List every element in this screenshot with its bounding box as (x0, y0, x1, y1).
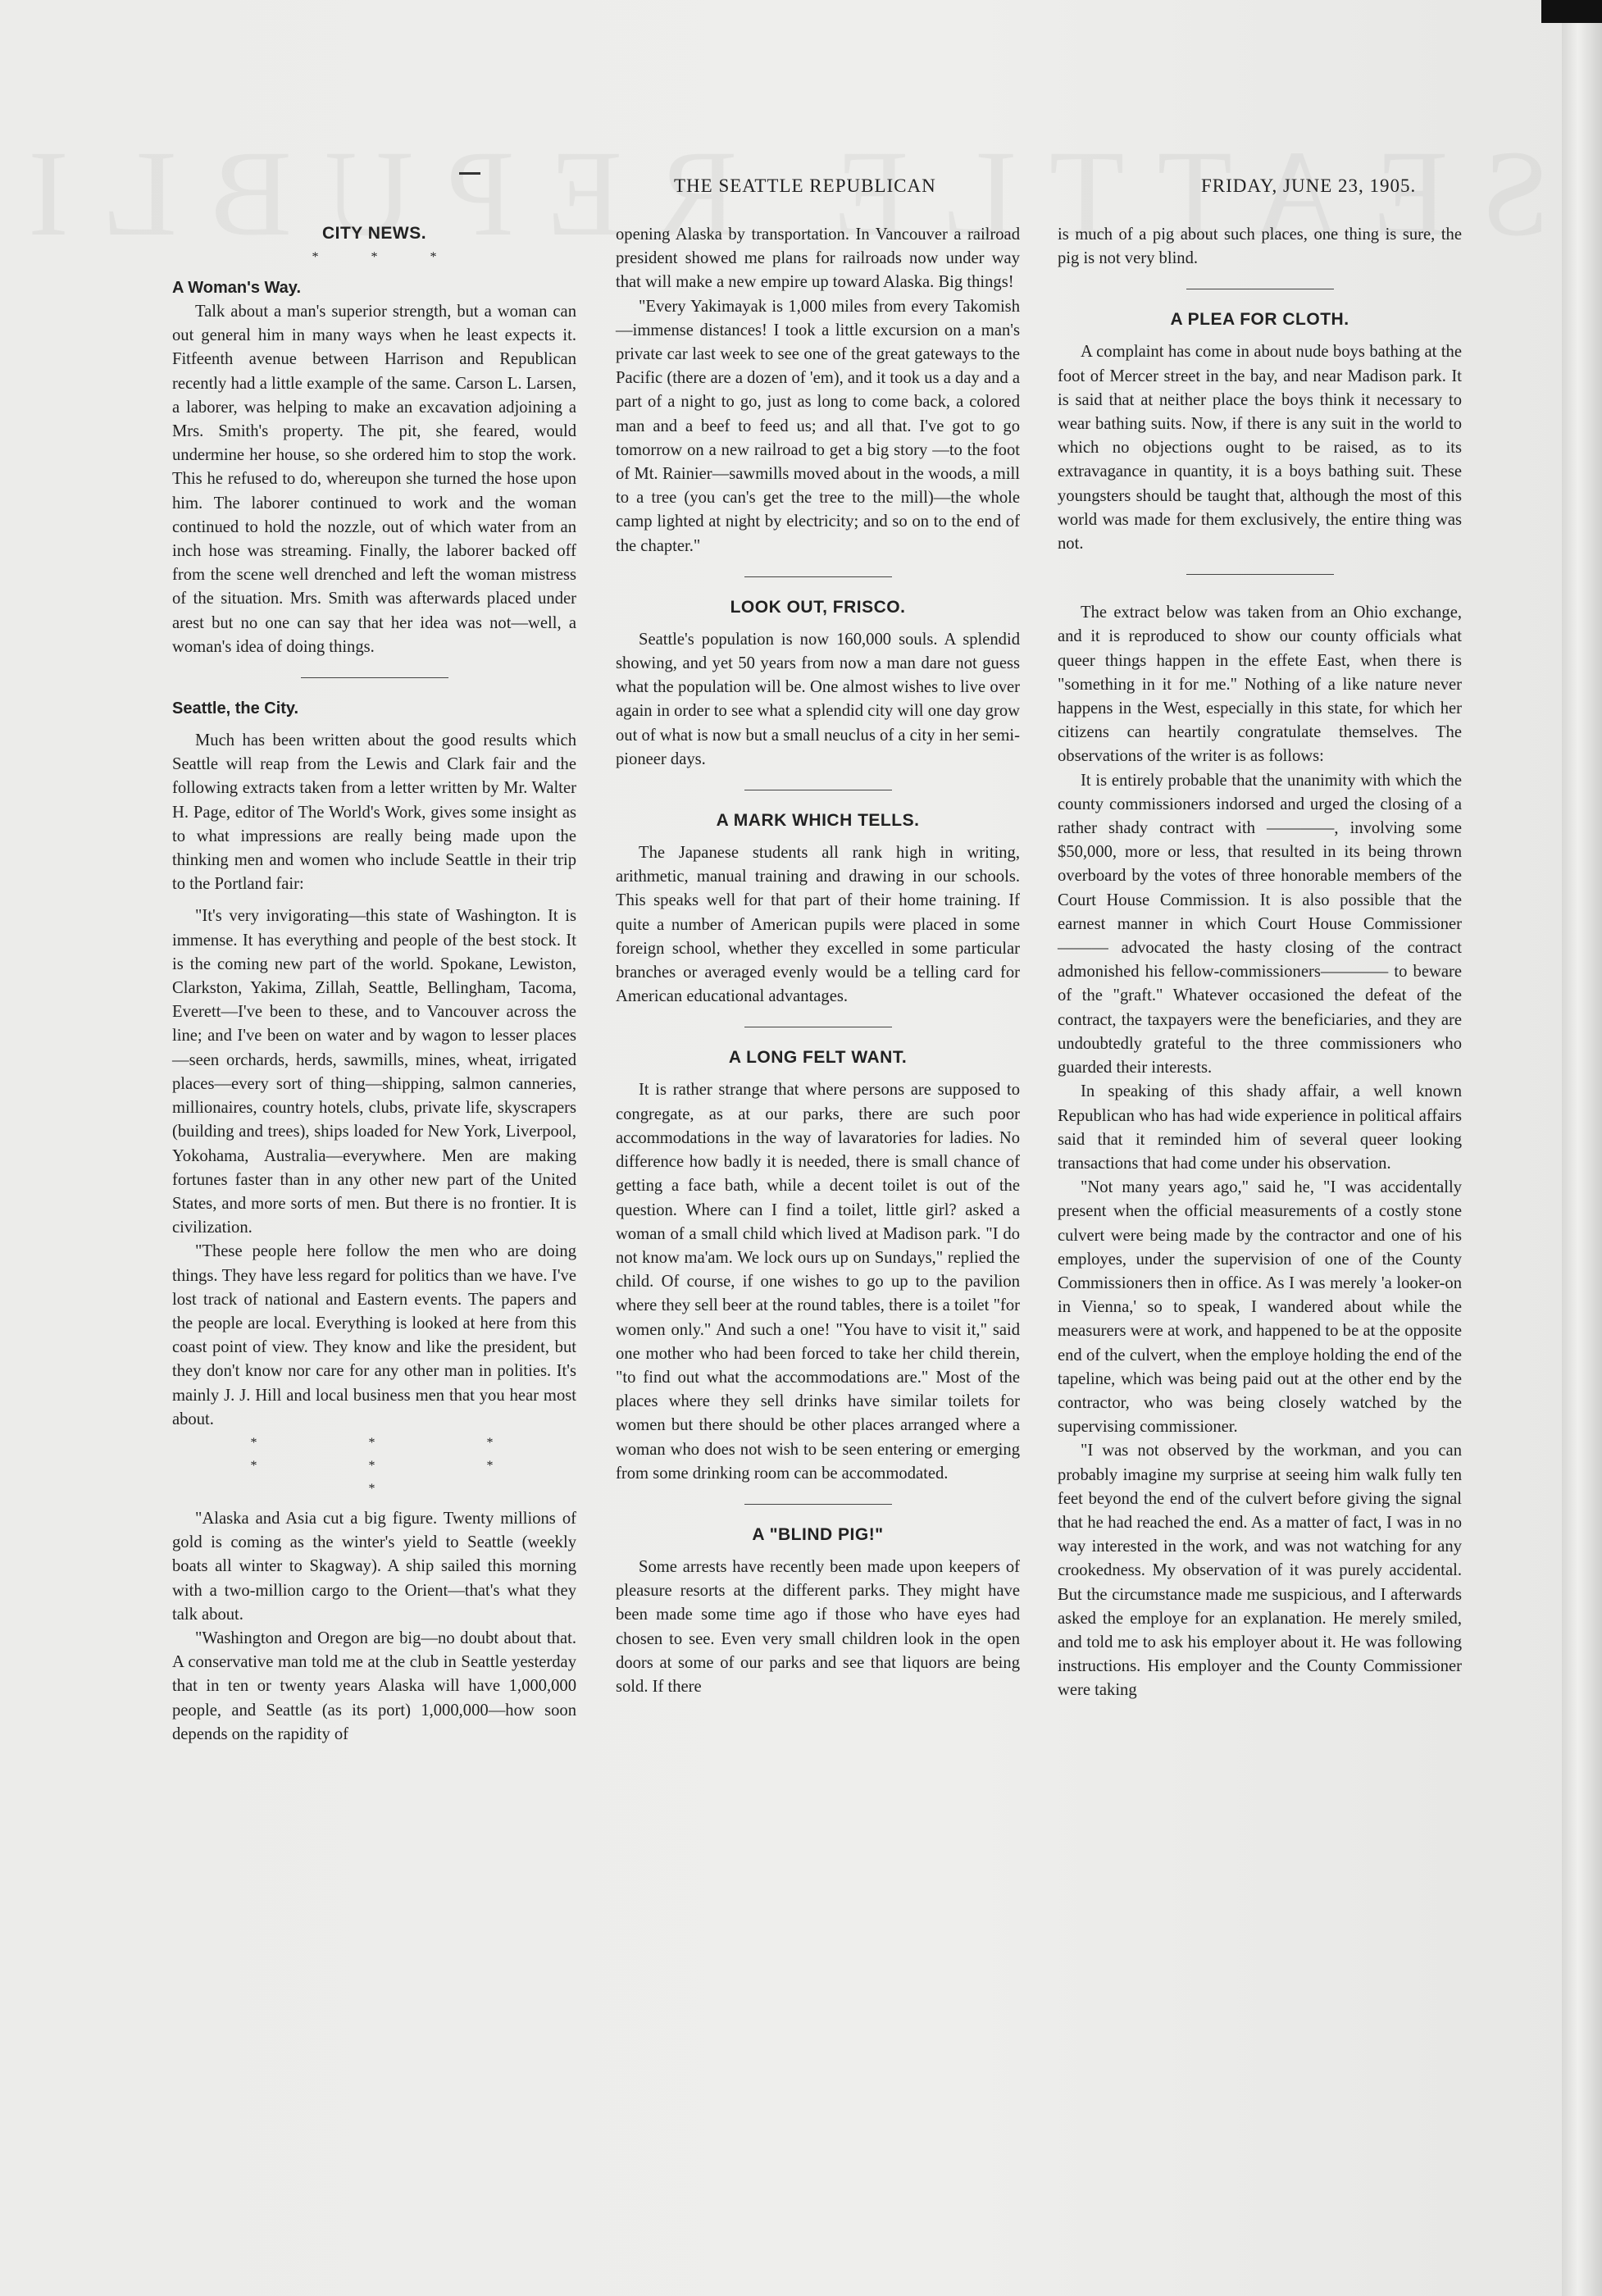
column-3 (1058, 223, 1462, 1703)
article-paragraph: opening Alaska by transportation. In Vancouver a railroad president showed me plans for railroads now under way that will make a new empire up toward Alaska. Big things! (616, 226, 1020, 292)
article-body-want: It is rather strange that where persons are supposed to congregate, as at our parks, there are such poor accommodations in the way of lavaratories for ladies. No difference how badly it is needed, there is small chance of getting a face bath, while a decent toilet is out of the question. Where can I find a toilet, little girl? asked a woman of a small child which lived at Madison park. "I do not know ma'am. We lock ours up on Sundays," replied the child. Of course, if one wishes to go up to the pavilion where they sell beer at the round tables, there is a toilet "for women only." And such a one! "You have to visit it," said one mother who had been forced to take her child therein, "to find out what the accommodations are." Most of the places where they sell drinks have similar toilets for women but there should be other places arranged where a woman who does not wish to be seen entering or emerging from some drinking room can be accommodated. (616, 1081, 1020, 1483)
header-dash (459, 172, 480, 175)
article-paragraph: "Washington and Oregon are big—no doubt about that. A conservative man told me at the club in Seattle yesterday that in ten or twenty years Alaska will have 1,000,000 people, and Seattle (as its port) 1,000,000—how soon depends on the rapidity of (172, 1629, 576, 1743)
article-heading-seattle-city: Seattle, the City. (172, 699, 299, 718)
article-paragraph: The extract below was taken from an Ohio exchange, and it is reproduced to show our county officials what queer things happen in the effete East, when there is "something in it for me." Nothing of a like nature never happens in the West, especially in this state, for which her citizens can heartily congratulate themselves. The observations of the writer is as follows: (1058, 604, 1462, 766)
page-edge (1562, 0, 1602, 2296)
article-heading-look-out-frisco: LOOK OUT, FRISCO. (730, 597, 906, 617)
divider (1186, 574, 1334, 575)
article-body-frisco: Seattle's population is now 160,000 souls. A splendid showing, and yet 50 years from now a man dare not guess what the population will be. One almost wishes to live over again in order to see what a splendid city will one day grow out of what is now but a small neuclus of a city in her semi-pioneer days. (616, 630, 1021, 768)
article-body-womans-way: Talk about a man's superior strength, but a woman can out general him in many ways when he least expects it. Fitfeenth avenue between Harrison and Republican recently had a little example of the same. Carson L. Larsen, a laborer, was helping to make an excavation adjoining a Mrs. Smith's property. The pit, she feared, would undermine her house, so she ordered him to stop the work. This he refused to do, whereupon she turned the hose upon him. The laborer continued to work and the woman continued to hold the nozzle, out of which water from an inch hose was streaming. Finally, the laborer backed off from the scene well drenched and left the woman mistress of the situation. Mrs. Smith was afterwards placed under arest but no one can say that her idea was not—well, a woman's idea of doing things. (172, 303, 576, 656)
divider (301, 677, 448, 678)
star-separator: * * * * * * * (250, 1435, 548, 1496)
issue-date: FRIDAY, JUNE 23, 1905. (1201, 175, 1417, 196)
column-1 (172, 221, 576, 1747)
article-heading-womans-way: A Woman's Way. (172, 279, 302, 297)
article-body-mark: The Japanese students all rank high in writing, arithmetic, manual training and drawing in our schools. This speaks well for that part of their home training. If quite a number of American pupils were placed in some foreign school, whether they excelled in some particular branches or averaged evenly would be a telling card for American educational advantages. (616, 844, 1020, 1006)
article-paragraph: "I was not observed by the workman, and you can probably imagine my surprise at seeing him walk fully ten feet beyond the end of the culvert before giving the signal that he had reached the end. As a matter of fact, I was in no way interested in the work, and was not watching for any crookedness. My observation of it was purely accidental. But the circumstance made me suspicious, and I afterwards asked the employe for an explanation. He merely smiled, and told me to ask his employer about it. He was following instructions. His employer and the County Commissioner were taking (1058, 1442, 1462, 1700)
article-paragraph: "Alaska and Asia cut a big figure. Twenty millions of gold is coming as the winter's yield to Seattle (weekly boats all winter to Skagway). A ship sailed this morning with a two-million cargo to the Orient—that's what they talk about. (172, 1509, 576, 1624)
article-paragraph: "These people here follow the men who are doing things. They have less regard for politics than we have. I've lost track of national and Eastern events. The papers and the people are local. Everything is looked at here from this coast point of view. They know and like the president, but they don't know nor care for any other man in polities. It's mainly J. J. Hill and local business men that you hear most about. (172, 1242, 576, 1428)
divider (744, 576, 892, 577)
article-heading-long-felt-want: A LONG FELT WANT. (728, 1048, 908, 1068)
paper-name: THE SEATTLE REPUBLICAN (674, 175, 936, 196)
article-paragraph: It is entirely probable that the unanimity with which the county commissioners indorsed and urged the closing of a rather shady contract with ————, involving some $50,000, more or less, that resulted in its being thrown overboard by the votes of three honorable members of the Court House Commission. It is also possible that the earnest manner in which Court House Commissioner ——— advocated the hasty closing of the contract admonished his fellow-commissioners———— to beware of the "graft." Whatever occasioned the defeat of the contract, the taxpayers were the beneficiaries, and they are undoubtedly grateful to the three commissioners who guarded their interests. (1058, 771, 1462, 1077)
divider (744, 1504, 892, 1505)
article-paragraph: In speaking of this shady affair, a well known Republican who has had wide experience in political affairs said that it reminded him of several queer looking transactions that had come under his observation. (1058, 1082, 1462, 1173)
section-heading-city-news: CITY NEWS. (321, 224, 427, 243)
article-paragraph: "Not many years ago," said he, "I was accidentally present when the official measurements of a costly stone culvert were being made by the contractor and one of his employes, under the supervision of one of the County Commissioners then in office. As I was merely 'a looker-on in Vienna,' so to speak, I wandered about while the measurers were at work, and happened to be at the opposite end of the culvert, when the employe holding the end of the tapeline, which was being paid out at the other end by the contractor, who was being closely watched by the supervising commissioner. (1058, 1178, 1462, 1437)
article-heading-plea-for-cloth: A PLEA FOR CLOTH. (1170, 310, 1349, 330)
star-separator: * * * (312, 250, 462, 264)
article-body-cloth: A complaint has come in about nude boys bathing at the foot of Mercer street in the bay, and near Madison park. It is said that at neither place the boys think it necessary to wear bathing suits. Now, if there is any suit in the world to which no objections ought to be raised, as to its extravagance in quantity, it is a boys bathing suit. These youngsters should be taught that, although the most of this world was made for them exclusively, the entire thing was not. (1058, 343, 1462, 554)
article-body-blind-pig: Some arrests have recently been made upon keepers of pleasure resorts at the different parks. They might have been made some time ago if those who have eyes had chosen to see. Even very small children look in the open doors at some of our parks and see that liquors are being sold. If there (616, 1557, 1020, 1696)
article-heading-blind-pig: A "BLIND PIG!" (752, 1524, 884, 1544)
article-paragraph: "Every Yakimayak is 1,000 miles from every Takomish—immense distances! I took a little excursion on a man's private car last week to see one of the great gateways to the Pacific (there are a dozen of 'em), and it took us a day and a part of a night to go, just as long to come back, a colored man and a beef to feed us; and all that. I've got to go tomorrow on a new railroad to get a big story —to the foot of Mt. Rainier—sawmills moved about in the woods, a mill to a tree (you can's get the tree to the mill)—the whole camp lighted at night by electricity; and so on to the end of the chapter." (616, 297, 1020, 555)
column-2 (616, 223, 1020, 1699)
article-heading-mark-which-tells: A MARK WHICH TELLS. (716, 811, 920, 831)
article-paragraph: "It's very invigorating—this state of Washington. It is immense. It has everything and people of the best stock. It is the coming new part of the world. Spokane, Lewiston, Clarkston, Yakima, Zillah, Seattle, Bellingham, Tacoma, Everett—I've been to these, and to Vancouver across the line; and I've been on water and by wagon to lesser places—seen orchards, herds, sawmills, mines, wheat, irrigated places—every sort of thing—shipping, salmon canneries, millionaires, country hotels, clubs, private life, skyscrapers (building and trees), ships loaded for New York, Liverpool, Yokohama, Australia—everywhere. Men are making fortunes faster than in any other new part of the United States, and more sorts of men. But there is no frontier. It is civilization. (172, 907, 576, 1237)
article-paragraph: Much has been written about the good results which Seattle will reap from the Lewis and Clark fair and the following extracts taken from a letter written by Mr. Walter H. Page, editor of The World's Work, gives some insight as to what impressions are really being made upon the thinking men and women who include Seattle in their trip to the Portland fair: (172, 731, 576, 894)
article-paragraph: is much of a pig about such places, one thing is sure, the pig is not very blind. (1058, 226, 1462, 268)
scan-corner (1541, 0, 1602, 23)
